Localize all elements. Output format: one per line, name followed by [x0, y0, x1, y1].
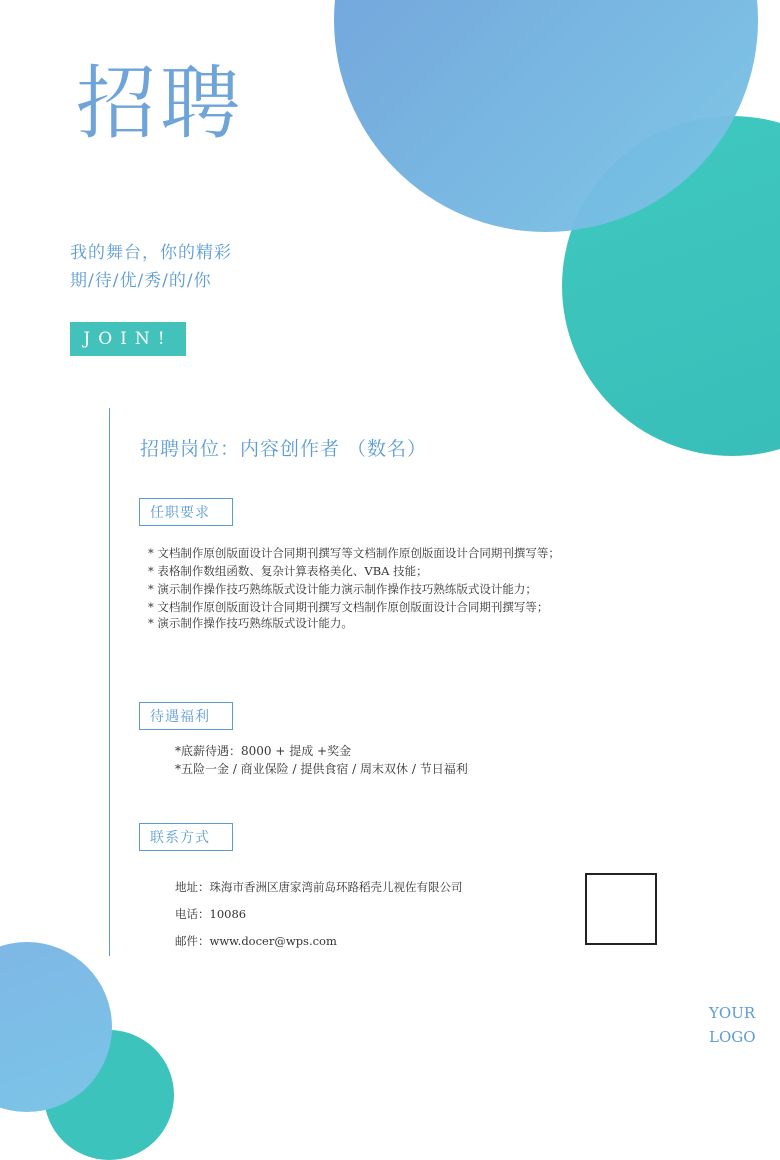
benefit-salary: *底薪待遇：8000 + 提成 +奖金 — [175, 744, 352, 758]
vertical-divider — [109, 408, 110, 956]
job-position-title: 招聘岗位：内容创作者 （数名） — [140, 438, 428, 460]
requirement-item: * 演示制作操作技巧熟练版式设计能力演示制作操作技巧熟练版式设计能力； — [148, 582, 537, 596]
logo-text-line-2: LOGO — [709, 1028, 756, 1046]
requirements-heading: 任职要求 — [139, 498, 233, 526]
slogan-line-1: 我的舞台，你的精彩 — [70, 243, 232, 263]
contact-phone: 电话：10086 — [175, 907, 247, 921]
poster-title: 招聘 — [76, 57, 244, 150]
join-button[interactable]: JOIN! — [70, 322, 186, 356]
contact-address: 地址：珠海市香洲区唐家湾前岛环路稻壳儿视佐有限公司 — [175, 880, 463, 894]
requirement-item: * 表格制作数组函数、复杂计算表格美化、VBA 技能； — [148, 564, 428, 578]
qr-code-placeholder — [585, 873, 657, 945]
slogan-line-2: 期/待/优/秀/的/你 — [70, 271, 212, 291]
benefit-perks: *五险一金 / 商业保险 / 提供食宿 / 周末双休 / 节日福利 — [175, 762, 468, 776]
logo-text-line-1: YOUR — [709, 1004, 756, 1022]
contact-heading: 联系方式 — [139, 823, 233, 851]
benefits-heading: 待遇福利 — [139, 702, 233, 730]
requirement-item: * 文档制作原创版面设计合同期刊撰写等文档制作原创版面设计合同期刊撰写等； — [148, 546, 560, 560]
contact-email: 邮件：www.docer@wps.com — [175, 934, 337, 948]
requirement-item: * 文档制作原创版面设计合同期刊撰写文档制作原创版面设计合同期刊撰写等； — [148, 600, 549, 614]
requirement-item: * 演示制作操作技巧熟练版式设计能力。 — [148, 616, 353, 630]
